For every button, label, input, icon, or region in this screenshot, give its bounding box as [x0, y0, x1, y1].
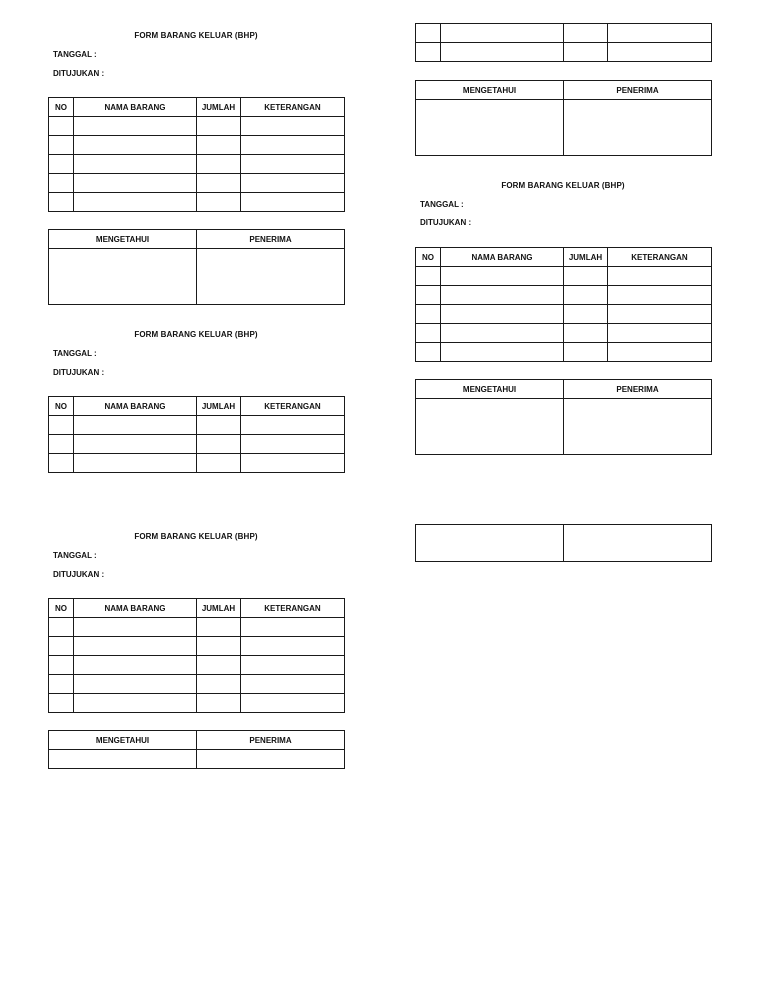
- col-header-nama-barang: NAMA BARANG: [441, 248, 564, 267]
- table-row: [49, 694, 345, 713]
- cell-jumlah: [564, 43, 608, 62]
- cell-jumlah: [564, 267, 608, 286]
- cell-nama-barang: [441, 343, 564, 362]
- table-row: [49, 174, 345, 193]
- ditujukan-label: DITUJUKAN :: [53, 570, 105, 579]
- cell-no: [49, 675, 74, 694]
- cell-no: [49, 155, 74, 174]
- col-header-keterangan: KETERANGAN: [241, 397, 345, 416]
- cell-nama-barang: [441, 24, 564, 43]
- cell-keterangan: [241, 416, 345, 435]
- cell-keterangan: [241, 155, 345, 174]
- sign-box-mengetahui: [416, 100, 564, 156]
- tanggal-label: TANGGAL :: [420, 200, 464, 209]
- ditujukan-label: DITUJUKAN :: [53, 69, 105, 78]
- cell-jumlah: [197, 136, 241, 155]
- cell-nama-barang: [74, 193, 197, 212]
- col-header-no: NO: [49, 397, 74, 416]
- cell-jumlah: [197, 656, 241, 675]
- form-title: FORM BARANG KELUAR (BHP): [501, 181, 625, 190]
- cell-jumlah: [197, 618, 241, 637]
- cell-nama-barang: [441, 43, 564, 62]
- sign-box-mengetahui: [49, 249, 197, 305]
- signature-box-continued: [415, 524, 712, 562]
- cell-keterangan: [608, 286, 712, 305]
- cell-nama-barang: [74, 416, 197, 435]
- cell-keterangan: [608, 343, 712, 362]
- table-header-row: [49, 98, 345, 117]
- cell-keterangan: [608, 324, 712, 343]
- cell-nama-barang: [74, 136, 197, 155]
- cell-no: [49, 618, 74, 637]
- cell-jumlah: [197, 435, 241, 454]
- table-header-row: [49, 599, 345, 618]
- col-header-nama-barang: NAMA BARANG: [74, 599, 197, 618]
- table-row: [416, 343, 712, 362]
- sign-box-penerima: [197, 750, 345, 769]
- table-row: [416, 43, 712, 62]
- cell-no: [49, 454, 74, 473]
- table-header-row: [49, 397, 345, 416]
- cell-jumlah: [197, 675, 241, 694]
- table-row: [49, 454, 345, 473]
- cell-keterangan: [608, 305, 712, 324]
- cell-jumlah: [197, 454, 241, 473]
- cell-nama-barang: [74, 694, 197, 713]
- table-row: [49, 193, 345, 212]
- tanggal-label: TANGGAL :: [53, 50, 97, 59]
- sign-box-mengetahui: [49, 750, 197, 769]
- table-header-row: [416, 248, 712, 267]
- cell-nama-barang: [74, 174, 197, 193]
- cell-no: [416, 43, 441, 62]
- sign-header-penerima: PENERIMA: [564, 380, 712, 399]
- table-row: [49, 675, 345, 694]
- cell-jumlah: [197, 174, 241, 193]
- cell-nama-barang: [441, 305, 564, 324]
- cell-no: [49, 435, 74, 454]
- cell-keterangan: [241, 694, 345, 713]
- table-row: [49, 155, 345, 174]
- sign-header-mengetahui: MENGETAHUI: [49, 731, 197, 750]
- cell-no: [49, 637, 74, 656]
- cell-jumlah: [564, 305, 608, 324]
- cell-keterangan: [241, 675, 345, 694]
- cell-keterangan: [241, 656, 345, 675]
- col-header-jumlah: JUMLAH: [197, 98, 241, 117]
- signature-table: [415, 80, 712, 156]
- cell-nama-barang: [441, 324, 564, 343]
- cell-no: [49, 694, 74, 713]
- cell-jumlah: [197, 117, 241, 136]
- cell-jumlah: [564, 343, 608, 362]
- cell-no: [416, 324, 441, 343]
- cell-nama-barang: [74, 656, 197, 675]
- cell-keterangan: [241, 136, 345, 155]
- cell-keterangan: [241, 637, 345, 656]
- sign-header-mengetahui: MENGETAHUI: [416, 81, 564, 100]
- cell-no: [49, 416, 74, 435]
- table-row: [49, 637, 345, 656]
- ditujukan-label: DITUJUKAN :: [53, 368, 105, 377]
- cell-keterangan: [241, 618, 345, 637]
- cell-keterangan: [241, 454, 345, 473]
- col-header-keterangan: KETERANGAN: [608, 248, 712, 267]
- form-title: FORM BARANG KELUAR (BHP): [134, 532, 258, 541]
- table-row: [416, 324, 712, 343]
- cell-nama-barang: [74, 618, 197, 637]
- items-table-continued: [415, 23, 712, 62]
- cell-nama-barang: [74, 155, 197, 174]
- cell-keterangan: [608, 43, 712, 62]
- cell-keterangan: [608, 24, 712, 43]
- cell-no: [49, 117, 74, 136]
- sign-box-penerima: [564, 525, 712, 562]
- items-table: [48, 598, 345, 713]
- cell-keterangan: [241, 117, 345, 136]
- sign-header-penerima: PENERIMA: [197, 731, 345, 750]
- cell-nama-barang: [74, 117, 197, 136]
- table-row: [416, 267, 712, 286]
- table-row: [49, 435, 345, 454]
- cell-no: [416, 267, 441, 286]
- cell-jumlah: [197, 155, 241, 174]
- cell-no: [416, 24, 441, 43]
- tanggal-label: TANGGAL :: [53, 551, 97, 560]
- cell-no: [416, 343, 441, 362]
- table-row: [49, 117, 345, 136]
- cell-nama-barang: [74, 637, 197, 656]
- sign-box-penerima: [197, 249, 345, 305]
- signature-table: [48, 229, 345, 305]
- cell-jumlah: [197, 637, 241, 656]
- col-header-no: NO: [49, 98, 74, 117]
- cell-no: [416, 286, 441, 305]
- col-header-jumlah: JUMLAH: [564, 248, 608, 267]
- cell-keterangan: [608, 267, 712, 286]
- table-row: [49, 136, 345, 155]
- cell-jumlah: [197, 416, 241, 435]
- cell-no: [49, 136, 74, 155]
- table-row: [49, 416, 345, 435]
- sign-header-penerima: PENERIMA: [564, 81, 712, 100]
- form-title: FORM BARANG KELUAR (BHP): [134, 330, 258, 339]
- cell-keterangan: [241, 435, 345, 454]
- cell-nama-barang: [441, 286, 564, 305]
- col-header-no: NO: [416, 248, 441, 267]
- ditujukan-label: DITUJUKAN :: [420, 218, 472, 227]
- signature-table: [48, 730, 345, 769]
- cell-jumlah: [197, 193, 241, 212]
- col-header-nama-barang: NAMA BARANG: [74, 98, 197, 117]
- cell-nama-barang: [74, 454, 197, 473]
- cell-no: [49, 174, 74, 193]
- sign-box-mengetahui: [416, 525, 564, 562]
- cell-jumlah: [564, 24, 608, 43]
- cell-jumlah: [564, 324, 608, 343]
- items-table: [48, 97, 345, 212]
- table-row: [416, 24, 712, 43]
- sign-header-penerima: PENERIMA: [197, 230, 345, 249]
- cell-nama-barang: [74, 435, 197, 454]
- col-header-keterangan: KETERANGAN: [241, 98, 345, 117]
- col-header-keterangan: KETERANGAN: [241, 599, 345, 618]
- sign-box-penerima: [564, 100, 712, 156]
- cell-jumlah: [197, 694, 241, 713]
- tanggal-label: TANGGAL :: [53, 349, 97, 358]
- items-table: [48, 396, 345, 473]
- cell-no: [49, 656, 74, 675]
- signature-table: [415, 379, 712, 455]
- table-row: [416, 286, 712, 305]
- table-row: [49, 618, 345, 637]
- col-header-jumlah: JUMLAH: [197, 397, 241, 416]
- cell-nama-barang: [441, 267, 564, 286]
- sign-header-mengetahui: MENGETAHUI: [49, 230, 197, 249]
- table-row: [416, 305, 712, 324]
- cell-no: [49, 193, 74, 212]
- cell-no: [416, 305, 441, 324]
- table-row: [49, 656, 345, 675]
- cell-jumlah: [564, 286, 608, 305]
- cell-keterangan: [241, 193, 345, 212]
- col-header-no: NO: [49, 599, 74, 618]
- sign-header-mengetahui: MENGETAHUI: [416, 380, 564, 399]
- sign-box-mengetahui: [416, 399, 564, 455]
- sign-box-penerima: [564, 399, 712, 455]
- cell-nama-barang: [74, 675, 197, 694]
- items-table: [415, 247, 712, 362]
- cell-keterangan: [241, 174, 345, 193]
- form-title: FORM BARANG KELUAR (BHP): [134, 31, 258, 40]
- col-header-nama-barang: NAMA BARANG: [74, 397, 197, 416]
- col-header-jumlah: JUMLAH: [197, 599, 241, 618]
